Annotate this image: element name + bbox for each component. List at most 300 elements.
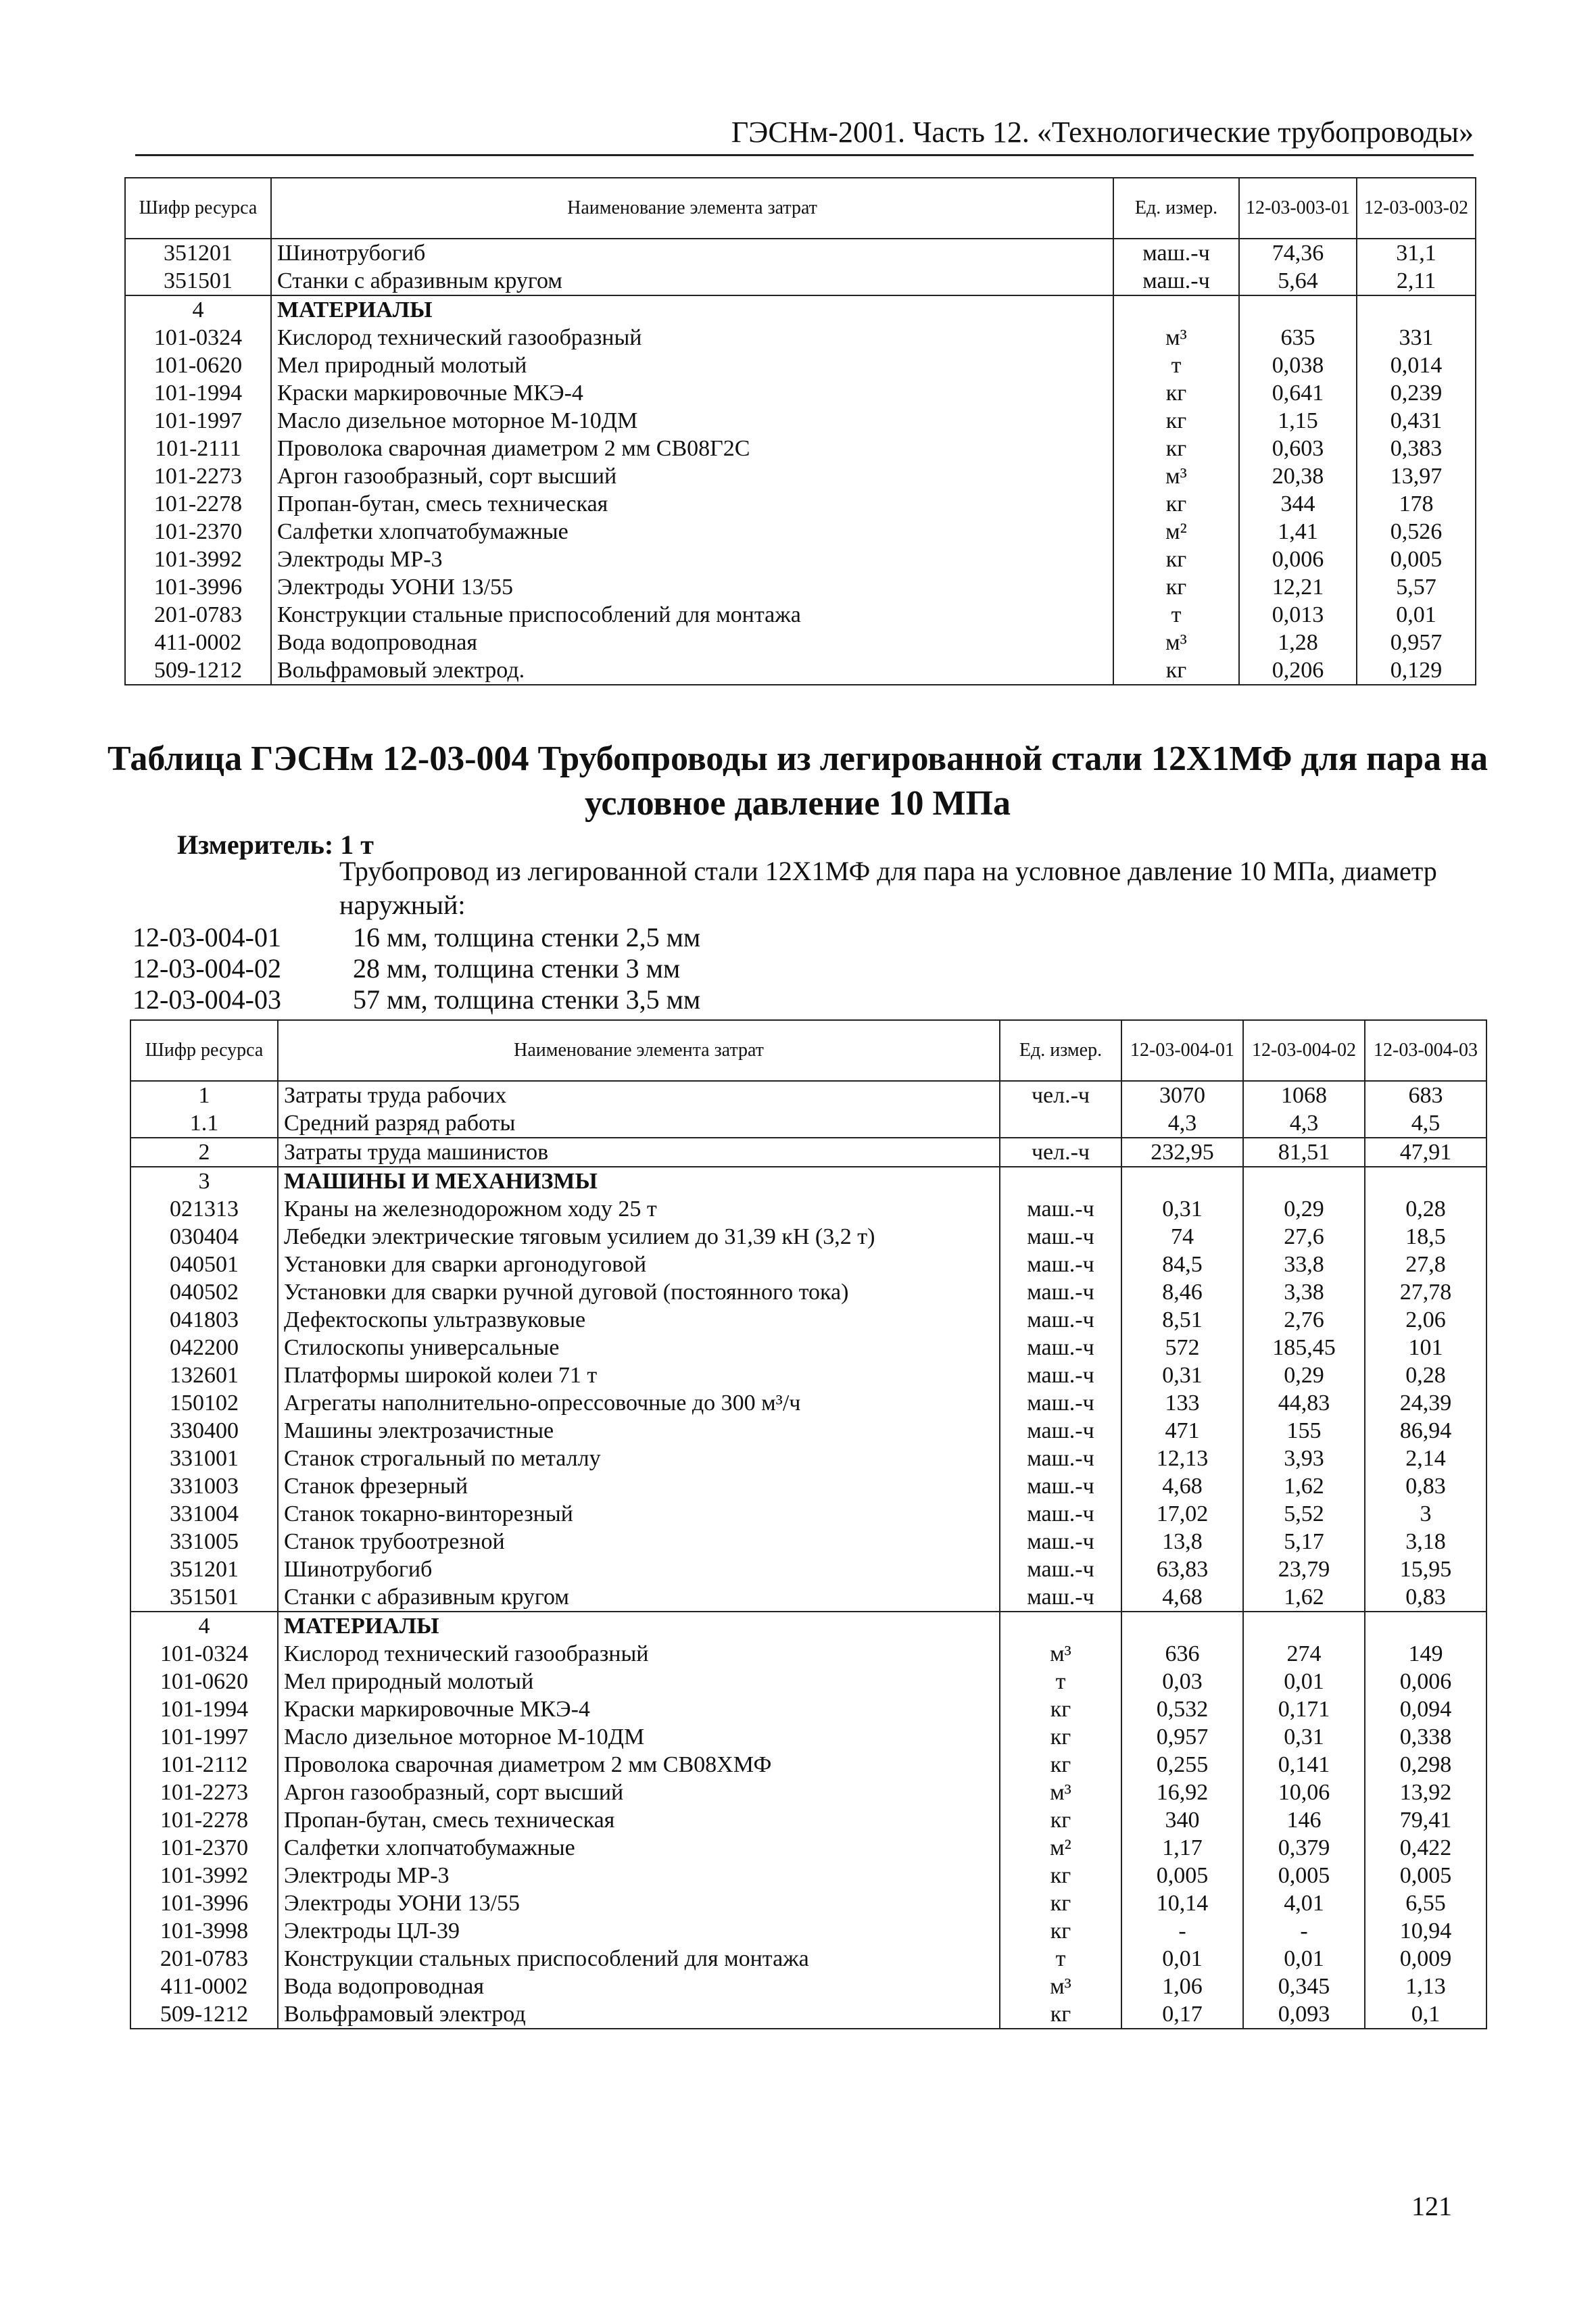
resource-code: 101-1997 (125, 407, 271, 435)
resource-unit: кг (1000, 1862, 1121, 1889)
resource-unit: маш.-ч (1000, 1528, 1121, 1555)
resource-value-v3: 2,06 (1365, 1306, 1486, 1334)
table-row (125, 435, 1476, 462)
table-row (125, 295, 1476, 324)
resource-code: 509-1212 (125, 656, 271, 685)
resource-value-v3: 3 (1365, 1500, 1486, 1528)
variant-code: 12-03-004-03 (132, 984, 281, 1015)
resource-value-v1: 4,68 (1121, 1472, 1243, 1500)
resource-code: 101-3996 (125, 573, 271, 601)
table-row (125, 629, 1476, 656)
resource-value-v1: 0,957 (1121, 1723, 1243, 1751)
resource-value-v3: 4,5 (1365, 1109, 1486, 1138)
resource-value-v2: 0,345 (1243, 1973, 1365, 2000)
resource-unit (1000, 1612, 1121, 1640)
resource-unit: т (1000, 1945, 1121, 1973)
resource-name: Краски маркировочные МКЭ-4 (271, 379, 1113, 407)
resource-value-v1: 344 (1239, 490, 1357, 518)
resource-table-12-03-003 (124, 177, 1476, 685)
resource-value-v2: 0,431 (1357, 407, 1476, 435)
resource-unit: м³ (1000, 1779, 1121, 1806)
table-row (125, 462, 1476, 490)
resource-name: Салфетки хлопчатобумажные (278, 1834, 1000, 1862)
resource-value-v2: 155 (1243, 1417, 1365, 1445)
resource-value-v3: 0,006 (1365, 1668, 1486, 1695)
resource-unit (1000, 1109, 1121, 1138)
resource-unit: кг (1113, 546, 1239, 573)
resource-unit: кг (1113, 490, 1239, 518)
col-header-unit: Ед. измер. (1000, 1020, 1121, 1081)
resource-value-v3: 149 (1365, 1640, 1486, 1668)
resource-code: 331001 (130, 1445, 278, 1472)
resource-code: 4 (130, 1612, 278, 1640)
resource-name: Конструкции стальные приспособлений для монтажа (271, 601, 1113, 629)
resource-name: Масло дизельное моторное М-10ДМ (278, 1723, 1000, 1751)
resource-value-v3: 24,39 (1365, 1389, 1486, 1417)
table-row (130, 1779, 1486, 1806)
resource-unit: маш.-ч (1000, 1500, 1121, 1528)
resource-unit: кг (1000, 1751, 1121, 1779)
table-row (125, 573, 1476, 601)
resource-value-v2: 0,957 (1357, 629, 1476, 656)
resource-value-v1: 84,5 (1121, 1251, 1243, 1278)
resource-value-v2: 31,1 (1357, 239, 1476, 267)
resource-value-v2: 23,79 (1243, 1555, 1365, 1583)
resource-value-v2: 81,51 (1243, 1138, 1365, 1167)
col-header-name: Наименование элемента затрат (271, 178, 1113, 239)
table-row (130, 1500, 1486, 1528)
resource-code: 331005 (130, 1528, 278, 1555)
resource-code: 101-1994 (130, 1695, 278, 1723)
resource-value-v3: 0,28 (1365, 1195, 1486, 1223)
resource-code: 030404 (130, 1223, 278, 1251)
table-row (130, 1973, 1486, 2000)
resource-code: 331004 (130, 1500, 278, 1528)
resource-unit: м³ (1000, 1973, 1121, 2000)
resource-name: Станок строгальный по металлу (278, 1445, 1000, 1472)
resource-code: 330400 (130, 1417, 278, 1445)
resource-name: Проволока сварочная диаметром 2 мм СВ08ХМФ (278, 1751, 1000, 1779)
resource-code: 101-3998 (130, 1917, 278, 1945)
resource-value-v3: 1,13 (1365, 1973, 1486, 2000)
resource-unit: маш.-ч (1000, 1583, 1121, 1612)
resource-value-v3: 3,18 (1365, 1528, 1486, 1555)
resource-value-v3: 0,298 (1365, 1751, 1486, 1779)
resource-unit: кг (1000, 1723, 1121, 1751)
variant-item (132, 922, 700, 953)
section-description: Трубопровод из легированной стали 12Х1МФ для пара на условное давление 10 МПа, диаметр наружный: (339, 856, 1437, 920)
resource-value-v1: 8,46 (1121, 1278, 1243, 1306)
resource-value-v3: 0,005 (1365, 1862, 1486, 1889)
resource-value-v2: 0,379 (1243, 1834, 1365, 1862)
resource-value-v2: 44,83 (1243, 1389, 1365, 1417)
resource-value-v2: 1,62 (1243, 1472, 1365, 1500)
resource-unit: кг (1000, 1806, 1121, 1834)
resource-value-v2: 0,093 (1243, 2000, 1365, 2029)
resource-unit (1113, 295, 1239, 324)
resource-name: Вольфрамовый электрод. (271, 656, 1113, 685)
resource-name: Пропан-бутан, смесь техническая (278, 1806, 1000, 1834)
resource-unit: кг (1000, 2000, 1121, 2029)
resource-name: Шинотрубогиб (278, 1555, 1000, 1583)
table-row (130, 1472, 1486, 1500)
resource-code: 101-1997 (130, 1723, 278, 1751)
resource-code: 101-0324 (125, 324, 271, 352)
resource-name: Шинотрубогиб (271, 239, 1113, 267)
table-row (130, 1668, 1486, 1695)
resource-value-v1: 74 (1121, 1223, 1243, 1251)
resource-unit: кг (1000, 1917, 1121, 1945)
resource-code: 101-2273 (130, 1779, 278, 1806)
resource-code: 3 (130, 1167, 278, 1195)
col-header-v2: 12-03-004-02 (1243, 1020, 1365, 1081)
table-body (125, 239, 1476, 685)
table-row (125, 267, 1476, 295)
resource-code: 101-2278 (125, 490, 271, 518)
table-row (125, 518, 1476, 546)
resource-code: 1.1 (130, 1109, 278, 1138)
resource-value-v2: 5,57 (1357, 573, 1476, 601)
resource-name: Станки с абразивным кругом (278, 1583, 1000, 1612)
col-header-name: Наименование элемента затрат (278, 1020, 1000, 1081)
resource-value-v1: 572 (1121, 1334, 1243, 1361)
resource-value-v3: 0,83 (1365, 1583, 1486, 1612)
col-header-v1: 12-03-003-01 (1239, 178, 1357, 239)
resource-code: 040501 (130, 1251, 278, 1278)
resource-value-v2: 178 (1357, 490, 1476, 518)
resource-value-v2: 3,38 (1243, 1278, 1365, 1306)
resource-value-v1: 3070 (1121, 1081, 1243, 1109)
resource-name: Салфетки хлопчатобумажные (271, 518, 1113, 546)
resource-value-v1: 17,02 (1121, 1500, 1243, 1528)
resource-unit: м³ (1000, 1640, 1121, 1668)
resource-unit: м² (1000, 1834, 1121, 1862)
resource-code: 040502 (130, 1278, 278, 1306)
resource-unit: маш.-ч (1000, 1306, 1121, 1334)
resource-name: Установки для сварки аргонодуговой (278, 1251, 1000, 1278)
table-row (130, 1555, 1486, 1583)
resource-code: 132601 (130, 1361, 278, 1389)
resource-name: Электроды УОНИ 13/55 (271, 573, 1113, 601)
resource-code: 411-0002 (130, 1973, 278, 2000)
resource-value-v2: 2,11 (1357, 267, 1476, 295)
resource-value-v1 (1239, 295, 1357, 324)
resource-value-v2: 0,141 (1243, 1751, 1365, 1779)
table-row (125, 324, 1476, 352)
resource-value-v2: 27,6 (1243, 1223, 1365, 1251)
resource-value-v2: 3,93 (1243, 1445, 1365, 1472)
resource-unit: маш.-ч (1000, 1445, 1121, 1472)
variant-code: 12-03-004-01 (132, 922, 281, 952)
resource-unit: кг (1000, 1889, 1121, 1917)
resource-value-v1 (1121, 1167, 1243, 1195)
table-body (130, 1081, 1486, 2029)
resource-name: Вольфрамовый электрод (278, 2000, 1000, 2029)
resource-name: Масло дизельное моторное М-10ДМ (271, 407, 1113, 435)
page-number: 121 (1411, 2191, 1452, 2221)
resource-name: Аргон газообразный, сорт высший (278, 1779, 1000, 1806)
resource-value-v1: 20,38 (1239, 462, 1357, 490)
section-title: Таблица ГЭСНм 12-03-004 Трубопроводы из легированной стали 12Х1МФ для пара на условное давление 10 МПа (107, 740, 1489, 823)
resource-code: 042200 (130, 1334, 278, 1361)
variant-text: 16 мм, толщина стенки 2,5 мм (353, 922, 701, 952)
resource-unit: т (1000, 1668, 1121, 1695)
resource-value-v1: 636 (1121, 1640, 1243, 1668)
resource-name: Вода водопроводная (271, 629, 1113, 656)
resource-code: 351201 (130, 1555, 278, 1583)
resource-name: Агрегаты наполнительно-опрессовочные до 300 м³/ч (278, 1389, 1000, 1417)
resource-name: Затраты труда рабочих (278, 1081, 1000, 1109)
resource-unit: м³ (1113, 629, 1239, 656)
resource-name: Станок трубоотрезной (278, 1528, 1000, 1555)
resource-value-v1: 8,51 (1121, 1306, 1243, 1334)
table-header-row (130, 1020, 1486, 1081)
resource-name: Аргон газообразный, сорт высший (271, 462, 1113, 490)
resource-value-v1: 133 (1121, 1389, 1243, 1417)
resource-code: 351201 (125, 239, 271, 267)
resource-value-v1: - (1121, 1917, 1243, 1945)
resource-code: 101-2370 (130, 1834, 278, 1862)
resource-value-v3: 47,91 (1365, 1138, 1486, 1167)
resource-value-v1: 1,15 (1239, 407, 1357, 435)
resource-name: Платформы широкой колеи 71 т (278, 1361, 1000, 1389)
running-header: ГЭСНм-2001. Часть 12. «Технологические трубопроводы» (135, 114, 1474, 156)
table-row (125, 601, 1476, 629)
resource-value-v2: 0,239 (1357, 379, 1476, 407)
table-row (130, 1945, 1486, 1973)
resource-value-v2: 0,005 (1357, 546, 1476, 573)
resource-value-v3: 0,094 (1365, 1695, 1486, 1723)
resource-value-v1: 1,41 (1239, 518, 1357, 546)
resource-unit: маш.-ч (1000, 1361, 1121, 1389)
col-header-unit: Ед. измер. (1113, 178, 1239, 239)
resource-value-v1: 0,603 (1239, 435, 1357, 462)
resource-value-v2: 13,97 (1357, 462, 1476, 490)
resource-value-v1: 4,3 (1121, 1109, 1243, 1138)
variant-code: 12-03-004-02 (132, 953, 281, 984)
resource-code: 101-2370 (125, 518, 271, 546)
resource-unit: м³ (1113, 462, 1239, 490)
resource-value-v2: 0,01 (1243, 1668, 1365, 1695)
resource-value-v1: 0,31 (1121, 1361, 1243, 1389)
resource-name: Мел природный молотый (278, 1668, 1000, 1695)
resource-code: 101-1994 (125, 379, 271, 407)
table-row (130, 1695, 1486, 1723)
resource-unit: маш.-ч (1000, 1555, 1121, 1583)
resource-name: Проволока сварочная диаметром 2 мм СВ08Г2С (271, 435, 1113, 462)
resource-value-v3 (1365, 1612, 1486, 1640)
resource-value-v2: 0,01 (1243, 1945, 1365, 1973)
resource-code: 150102 (130, 1389, 278, 1417)
table-row (130, 1640, 1486, 1668)
resource-value-v2 (1357, 295, 1476, 324)
resource-name: Станок фрезерный (278, 1472, 1000, 1500)
resource-name: Электроды УОНИ 13/55 (278, 1889, 1000, 1917)
resource-value-v1: 63,83 (1121, 1555, 1243, 1583)
resource-code: 101-0324 (130, 1640, 278, 1668)
resource-value-v1: 0,532 (1121, 1695, 1243, 1723)
table-row (130, 1612, 1486, 1640)
table-row (130, 1583, 1486, 1612)
resource-value-v2: 5,52 (1243, 1500, 1365, 1528)
table-row (130, 1306, 1486, 1334)
resource-code: 021313 (130, 1195, 278, 1223)
resource-name: Электроды МР-3 (271, 546, 1113, 573)
table-row (125, 490, 1476, 518)
resource-code: 351501 (125, 267, 271, 295)
resource-code: 101-2112 (130, 1751, 278, 1779)
resource-value-v2: 0,383 (1357, 435, 1476, 462)
col-header-v2: 12-03-003-02 (1357, 178, 1476, 239)
resource-unit: маш.-ч (1000, 1472, 1121, 1500)
resource-value-v3: 0,338 (1365, 1723, 1486, 1751)
resource-name: МАШИНЫ И МЕХАНИЗМЫ (278, 1167, 1000, 1195)
resource-value-v3: 27,8 (1365, 1251, 1486, 1278)
variant-text: 28 мм, толщина стенки 3 мм (353, 953, 681, 984)
resource-unit: т (1113, 352, 1239, 379)
table-row (130, 1445, 1486, 1472)
resource-value-v1 (1121, 1612, 1243, 1640)
resource-unit: маш.-ч (1113, 239, 1239, 267)
table-row (130, 1417, 1486, 1445)
resource-name: Лебедки электрические тяговым усилием до 31,39 кН (3,2 т) (278, 1223, 1000, 1251)
resource-value-v1: 0,038 (1239, 352, 1357, 379)
table-row (130, 1723, 1486, 1751)
col-header-code: Шифр ресурса (130, 1020, 278, 1081)
resource-value-v2: 4,3 (1243, 1109, 1365, 1138)
resource-value-v1: 635 (1239, 324, 1357, 352)
table-row (130, 1889, 1486, 1917)
table-row (130, 1167, 1486, 1195)
resource-name: Стилоскопы универсальные (278, 1334, 1000, 1361)
resource-value-v2: 0,014 (1357, 352, 1476, 379)
resource-value-v1: 340 (1121, 1806, 1243, 1834)
resource-code: 1 (130, 1081, 278, 1109)
table-row (130, 1223, 1486, 1251)
resource-value-v1: 471 (1121, 1417, 1243, 1445)
table-row (130, 1138, 1486, 1167)
table-row (130, 1081, 1486, 1109)
resource-value-v3: 683 (1365, 1081, 1486, 1109)
resource-unit: кг (1113, 573, 1239, 601)
resource-value-v1: 0,006 (1239, 546, 1357, 573)
resource-value-v2: 146 (1243, 1806, 1365, 1834)
resource-value-v2: 5,17 (1243, 1528, 1365, 1555)
resource-code: 201-0783 (130, 1945, 278, 1973)
table-row (130, 1917, 1486, 1945)
resource-name: Установки для сварки ручной дуговой (постоянного тока) (278, 1278, 1000, 1306)
resource-value-v2: 1068 (1243, 1081, 1365, 1109)
table-row (130, 2000, 1486, 2029)
resource-value-v3: 18,5 (1365, 1223, 1486, 1251)
resource-value-v1: 0,01 (1121, 1945, 1243, 1973)
resource-name: Дефектоскопы ультразвуковые (278, 1306, 1000, 1334)
resource-code: 101-3996 (130, 1889, 278, 1917)
variant-item (132, 953, 700, 984)
resource-unit: м³ (1113, 324, 1239, 352)
resource-name: Вода водопроводная (278, 1973, 1000, 2000)
resource-value-v3: 0,009 (1365, 1945, 1486, 1973)
resource-name: Мел природный молотый (271, 352, 1113, 379)
resource-value-v3: 6,55 (1365, 1889, 1486, 1917)
resource-unit: чел.-ч (1000, 1138, 1121, 1167)
resource-code: 101-2273 (125, 462, 271, 490)
table-row (130, 1278, 1486, 1306)
resource-value-v3: 0,83 (1365, 1472, 1486, 1500)
resource-value-v1: 13,8 (1121, 1528, 1243, 1555)
resource-value-v1: 0,641 (1239, 379, 1357, 407)
resource-name: Краски маркировочные МКЭ-4 (278, 1695, 1000, 1723)
resource-value-v2 (1243, 1167, 1365, 1195)
resource-value-v2: 0,005 (1243, 1862, 1365, 1889)
resource-value-v1: 0,005 (1121, 1862, 1243, 1889)
table-row (130, 1806, 1486, 1834)
table-row (125, 352, 1476, 379)
table-row (125, 546, 1476, 573)
resource-value-v1: 1,17 (1121, 1834, 1243, 1862)
resource-value-v2: 331 (1357, 324, 1476, 352)
resource-value-v1: 16,92 (1121, 1779, 1243, 1806)
resource-value-v2 (1243, 1612, 1365, 1640)
table-row (130, 1834, 1486, 1862)
resource-name: Станки с абразивным кругом (271, 267, 1113, 295)
resource-value-v2: - (1243, 1917, 1365, 1945)
resource-name: Затраты труда машинистов (278, 1138, 1000, 1167)
resource-value-v1: 1,28 (1239, 629, 1357, 656)
resource-value-v2: 0,526 (1357, 518, 1476, 546)
resource-value-v3: 86,94 (1365, 1417, 1486, 1445)
resource-table-12-03-004 (130, 1019, 1487, 2029)
resource-value-v2: 33,8 (1243, 1251, 1365, 1278)
resource-unit: маш.-ч (1000, 1251, 1121, 1278)
resource-value-v3: 2,14 (1365, 1445, 1486, 1472)
resource-value-v2: 0,129 (1357, 656, 1476, 685)
resource-value-v3: 0,422 (1365, 1834, 1486, 1862)
resource-value-v3: 101 (1365, 1334, 1486, 1361)
resource-code: 411-0002 (125, 629, 271, 656)
resource-value-v2: 0,29 (1243, 1361, 1365, 1389)
resource-value-v1: 74,36 (1239, 239, 1357, 267)
table-row (130, 1109, 1486, 1138)
resource-value-v1: 4,68 (1121, 1583, 1243, 1612)
resource-value-v3: 27,78 (1365, 1278, 1486, 1306)
variant-list (132, 922, 700, 1015)
resource-code: 331003 (130, 1472, 278, 1500)
resource-unit: маш.-ч (1000, 1334, 1121, 1361)
resource-unit: чел.-ч (1000, 1081, 1121, 1109)
resource-value-v3: 15,95 (1365, 1555, 1486, 1583)
resource-name: Машины электрозачистные (278, 1417, 1000, 1445)
resource-value-v2: 0,29 (1243, 1195, 1365, 1223)
resource-value-v1: 1,06 (1121, 1973, 1243, 2000)
resource-value-v2: 274 (1243, 1640, 1365, 1668)
resource-value-v2: 1,62 (1243, 1583, 1365, 1612)
resource-code: 101-0620 (125, 352, 271, 379)
variant-item (132, 984, 700, 1015)
col-header-v1: 12-03-004-01 (1121, 1020, 1243, 1081)
table-header-row (125, 178, 1476, 239)
table-row (130, 1389, 1486, 1417)
resource-value-v1: 0,013 (1239, 601, 1357, 629)
resource-value-v3: 13,92 (1365, 1779, 1486, 1806)
resource-value-v3: 10,94 (1365, 1917, 1486, 1945)
resource-unit: маш.-ч (1000, 1278, 1121, 1306)
resource-name: Электроды ЦЛ-39 (278, 1917, 1000, 1945)
resource-unit: кг (1113, 407, 1239, 435)
resource-unit: кг (1113, 435, 1239, 462)
resource-code: 201-0783 (125, 601, 271, 629)
table-row (130, 1251, 1486, 1278)
